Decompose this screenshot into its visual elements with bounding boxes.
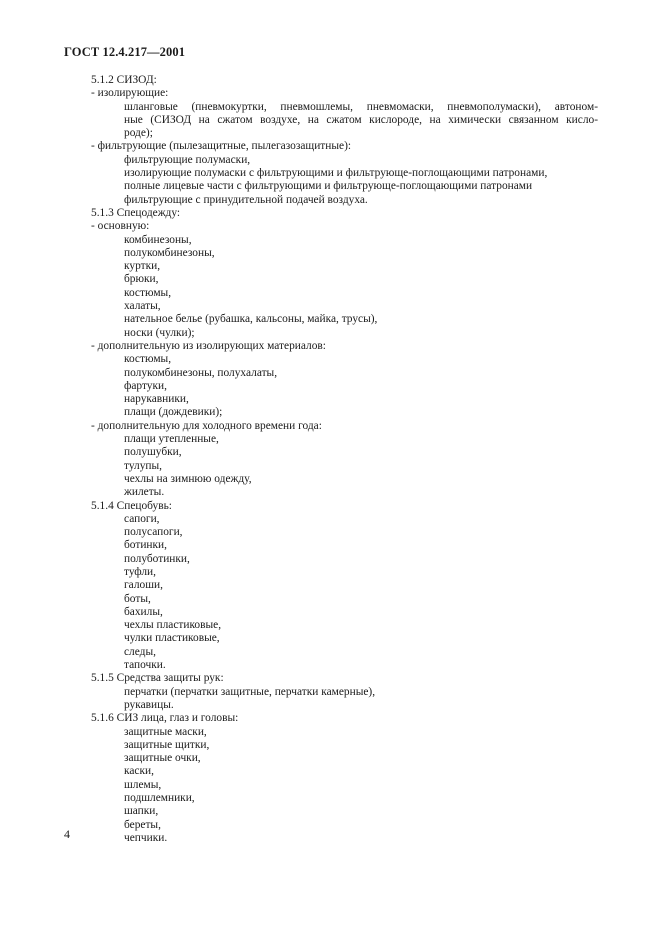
list-item: шланговые (пневмокуртки, пневмошлемы, пневмомаски, пневмополумаски), автоном- [124, 100, 598, 113]
list-item: тапочки. [124, 659, 166, 672]
section-heading: 5.1.2 СИЗОД: [91, 74, 157, 86]
list-item: шапки, [124, 805, 159, 818]
list-item-dash: - дополнительную из изолирующих материалов: [91, 339, 326, 352]
list-item: галоши, [124, 579, 163, 592]
list-item: бахилы, [124, 605, 163, 618]
list-item: полуботинки, [124, 552, 190, 565]
list-item: чехлы на зимнюю одежду, [124, 472, 252, 485]
section-heading: 5.1.4 Спецобувь: [91, 499, 172, 512]
document-body [0, 74, 661, 845]
list-item-dash: - основную: [91, 220, 150, 233]
list-item: куртки, [124, 260, 161, 273]
list-item: боты, [124, 592, 151, 605]
list-item: роде); [124, 127, 153, 140]
list-item: плащи (дождевики); [124, 406, 223, 419]
list-item-dash: - фильтрующие (пылезащитные, пылегазозащитные): [91, 140, 352, 153]
list-item: каски, [124, 765, 154, 778]
list-item: фартуки, [124, 379, 167, 392]
list-item: защитные маски, [124, 725, 207, 738]
list-item: ботинки, [124, 539, 167, 552]
list-item: тулупы, [124, 459, 162, 472]
list-item: костюмы, [124, 353, 172, 366]
list-item: халаты, [124, 300, 161, 313]
list-item: следы, [124, 645, 156, 658]
list-item: жилеты. [124, 486, 165, 499]
list-item: чулки пластиковые, [124, 632, 220, 645]
list-item: перчатки (перчатки защитные, перчатки камерные), [124, 685, 376, 698]
list-item-dash: - дополнительную для холодного времени года: [91, 419, 322, 432]
list-item: чепчики. [124, 831, 168, 844]
list-item: изолирующие полумаски с фильтрующими и фильтрующе-поглощающими патронами, [124, 167, 548, 180]
section-heading: 5.1.5 Средства защиты рук: [91, 672, 224, 685]
list-item: береты, [124, 818, 161, 831]
list-item: сапоги, [124, 512, 160, 525]
list-item: туфли, [124, 565, 156, 578]
list-item: шлемы, [124, 778, 162, 791]
page-number: 4 [64, 827, 70, 841]
list-item: защитные щитки, [124, 738, 210, 751]
list-item: костюмы, [124, 286, 172, 299]
list-item: нарукавники, [124, 393, 189, 406]
list-item: нательное белье (рубашка, кальсоны, майка, трусы), [124, 313, 378, 326]
list-item: фильтрующие с принудительной подачей воздуха. [124, 193, 368, 206]
list-item: плащи утепленные, [124, 433, 219, 446]
list-item: полукомбинезоны, [124, 246, 215, 259]
list-item: полукомбинезоны, полухалаты, [124, 366, 278, 379]
section-heading: 5.1.3 Спецодежду: [91, 206, 181, 219]
list-item: полусапоги, [124, 526, 183, 539]
list-item: подшлемники, [124, 792, 195, 805]
list-item: ные (СИЗОД на сжатом воздухе, на сжатом кислороде, на химически связанном кисло- [124, 113, 598, 126]
list-item: рукавицы. [124, 698, 174, 711]
section-heading: 5.1.6 СИЗ лица, глаз и головы: [91, 712, 239, 725]
list-item: защитные очки, [124, 752, 201, 765]
list-item: комбинезоны, [124, 233, 192, 246]
list-item-dash: - изолирующие: [91, 87, 169, 100]
list-item: полные лицевые части с фильтрующими и фильтрующе-поглощающими патронами [124, 180, 533, 193]
list-item: носки (чулки); [124, 326, 195, 339]
document-header: ГОСТ 12.4.217—2001 [64, 45, 186, 59]
list-item: полушубки, [124, 446, 182, 459]
list-item: чехлы пластиковые, [124, 619, 222, 632]
list-item: брюки, [124, 273, 159, 286]
list-item: фильтрующие полумаски, [124, 153, 251, 166]
